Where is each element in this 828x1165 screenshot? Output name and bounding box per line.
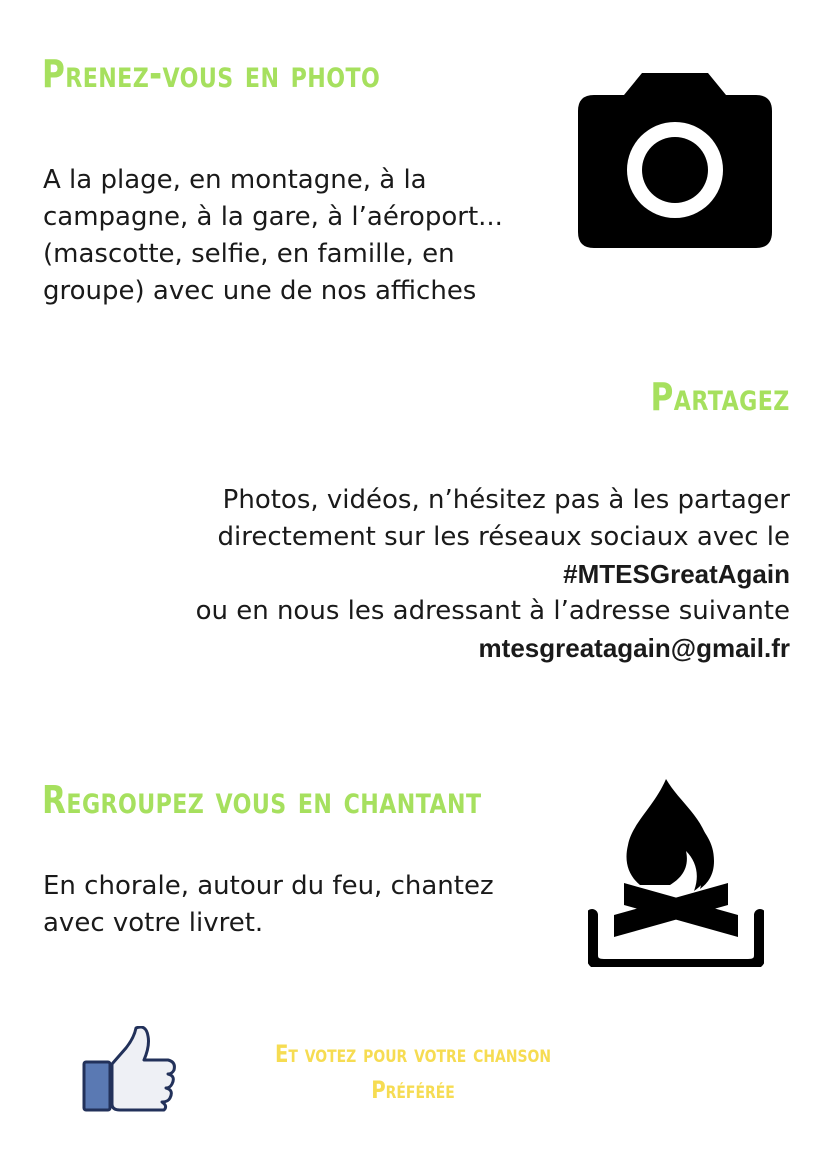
vote-message (228, 1036, 598, 1108)
sing-heading: Regroupez vous en chantant (42, 778, 482, 822)
photo-heading: Prenez-vous en photo (42, 52, 381, 96)
photo-text: A la plage, en montagne, à la campagne, à la gare, à l’aéroport... (mascotte, selfie, en famille, en groupe) avec une de nos affiches (43, 165, 503, 306)
vote-line-1: Et votez pour votre chanson (274, 1040, 552, 1068)
email-address: mtesgreatagain@gmail.fr (478, 633, 790, 663)
share-line-2: ou en nous les adressant à l’adresse suivante (195, 596, 790, 626)
vote-line-2: Préférée (371, 1076, 455, 1104)
hashtag: #MTESGreatAgain (563, 559, 790, 589)
share-line-1: Photos, vidéos, n’hésitez pas à les partager directement sur les réseaux sociaux avec le (217, 485, 790, 552)
campfire-icon (588, 779, 764, 967)
camera-icon (578, 73, 772, 248)
share-text (90, 482, 790, 667)
sing-text: En chorale, autour du feu, chantez avec votre livret. (43, 871, 494, 938)
share-heading: Partagez (650, 375, 790, 419)
thumbs-up-icon (82, 1026, 178, 1112)
